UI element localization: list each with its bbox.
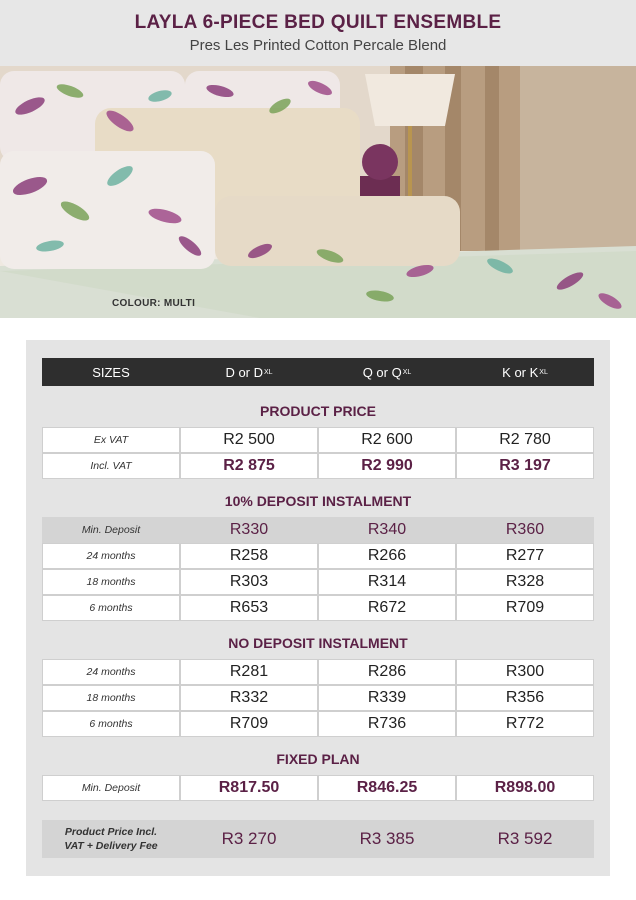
section-title-deposit-instalment: 10% DEPOSIT INSTALMENT	[224, 493, 412, 509]
table-row	[42, 595, 594, 621]
page-title: LAYLA 6-PIECE BED QUILT ENSEMBLE	[134, 12, 502, 33]
table-row	[42, 427, 594, 453]
row-label: 18 months	[42, 685, 180, 711]
row-label: 6 months	[42, 595, 180, 621]
price-cell: R266	[318, 543, 456, 569]
size-column-queen	[318, 358, 456, 386]
total-row	[42, 820, 594, 858]
price-cell: R328	[456, 569, 594, 595]
row-label: Min. Deposit	[42, 775, 180, 801]
price-cell: R2 780	[456, 427, 594, 453]
price-cell: R772	[456, 711, 594, 737]
price-cell: R332	[180, 685, 318, 711]
price-cell: R709	[456, 595, 594, 621]
price-cell: R258	[180, 543, 318, 569]
price-cell: R330	[180, 517, 318, 543]
price-cell: R340	[318, 517, 456, 543]
row-label: 24 months	[42, 543, 180, 569]
section-title-product-price: PRODUCT PRICE	[260, 403, 376, 419]
size-queen-base: Q or Q	[362, 364, 402, 380]
section-title-fixed-plan: FIXED PLAN	[276, 751, 360, 767]
price-cell: R286	[318, 659, 456, 685]
size-king-base: K or K	[502, 364, 539, 380]
price-cell: R360	[456, 517, 594, 543]
page-subtitle: Pres Les Printed Cotton Percale Blend	[189, 37, 447, 54]
price-cell: R2 990	[318, 453, 456, 479]
price-cell: R314	[318, 569, 456, 595]
colour-label: COLOUR: MULTI	[112, 298, 196, 309]
price-cell: R2 500	[180, 427, 318, 453]
price-cell: R672	[318, 595, 456, 621]
price-cell: R2 600	[318, 427, 456, 453]
row-label: Ex VAT	[42, 427, 180, 453]
total-label-line1: Product Price Incl.	[64, 826, 158, 838]
table-row	[42, 453, 594, 479]
product-photo	[0, 66, 636, 318]
price-cell: R277	[456, 543, 594, 569]
row-label: Incl. VAT	[42, 453, 180, 479]
price-cell: R281	[180, 659, 318, 685]
price-cell: R2 875	[180, 453, 318, 479]
row-label: Min. Deposit	[42, 517, 180, 543]
price-cell: R3 197	[456, 453, 594, 479]
table-row	[42, 775, 594, 801]
total-price-cell: R3 385	[359, 829, 415, 848]
size-header	[42, 358, 594, 386]
row-label: 18 months	[42, 569, 180, 595]
row-label: 24 months	[42, 659, 180, 685]
section-title-no-deposit-instalment: NO DEPOSIT INSTALMENT	[228, 635, 408, 651]
row-label: 6 months	[42, 711, 180, 737]
price-cell: R817.50	[180, 775, 318, 801]
price-cell: R356	[456, 685, 594, 711]
price-cell: R300	[456, 659, 594, 685]
table-row	[42, 711, 594, 737]
bedroom-illustration	[0, 66, 636, 318]
size-column-king	[456, 358, 594, 386]
table-row	[42, 543, 594, 569]
table-row	[42, 659, 594, 685]
total-label	[42, 820, 180, 858]
header	[0, 0, 636, 66]
total-label-line2: VAT + Delivery Fee	[64, 840, 158, 852]
size-double-base: D or D	[225, 364, 263, 380]
table-row	[42, 517, 594, 543]
table-row	[42, 685, 594, 711]
price-cell: R898.00	[456, 775, 594, 801]
size-queen-sup: XL	[402, 368, 412, 376]
size-king-sup: XL	[539, 368, 548, 376]
price-cell: R653	[180, 595, 318, 621]
total-price-cell: R3 592	[497, 829, 553, 848]
price-cell: R339	[318, 685, 456, 711]
price-cell: R846.25	[318, 775, 456, 801]
size-column-double	[180, 358, 318, 386]
size-label: SIZES	[92, 364, 130, 380]
price-cell: R709	[180, 711, 318, 737]
price-cell: R303	[180, 569, 318, 595]
price-cell: R736	[318, 711, 456, 737]
size-double-sup: XL	[264, 368, 273, 376]
table-row	[42, 569, 594, 595]
total-price-cell: R3 270	[221, 829, 277, 848]
